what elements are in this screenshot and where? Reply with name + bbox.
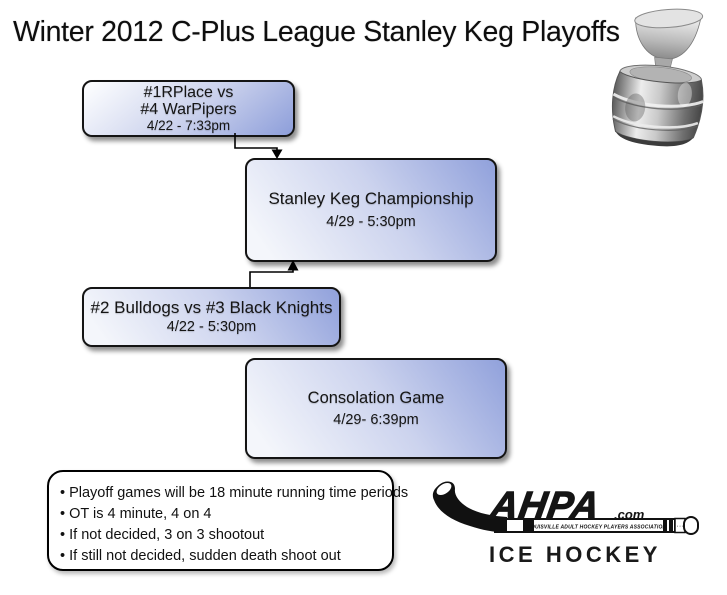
connector-semifinal-bottom-to-championship — [250, 260, 299, 287]
bracket-box-consolation — [245, 358, 507, 459]
rules-item: • OT is 4 minute, 4 on 4 — [60, 506, 212, 522]
bracket-box-semifinal-bottom — [82, 287, 341, 347]
logo-domain: .com — [614, 507, 645, 522]
svg-text:···: ··· — [676, 523, 684, 530]
game-datetime: 4/22 - 7:33pm — [146, 117, 231, 133]
game-datetime: 4/29 - 5:30pm — [326, 214, 416, 230]
matchup-team-line: #2 Bulldogs vs #3 Black Knights — [90, 298, 333, 317]
rules-box — [47, 470, 409, 571]
page-title: Winter 2012 C-Plus League Stanley Keg Playoffs — [13, 16, 620, 48]
logo-shaft-text: LOUISVILLE ADULT HOCKEY PLAYERS ASSOCIATION — [527, 524, 667, 531]
game-name: Consolation Game — [307, 389, 445, 407]
rules-item: • If not decided, 3 on 3 shootout — [60, 527, 265, 543]
ahpa-logo — [425, 476, 707, 572]
rules-item: • If still not decided, sudden death shoot out — [60, 548, 341, 564]
matchup-team-line: #4 WarPipers — [140, 100, 237, 118]
game-datetime: 4/29- 6:39pm — [333, 412, 419, 428]
logo-subtitle: ICE HOCKEY — [489, 542, 661, 567]
game-name: Stanley Keg Championship — [268, 189, 474, 208]
keg-trophy-icon — [598, 2, 724, 148]
logo-acronym: AHPA — [487, 484, 604, 527]
bracket-box-semifinal-top — [82, 80, 295, 137]
game-datetime: 4/22 - 5:30pm — [166, 319, 257, 335]
bracket-box-championship — [245, 158, 497, 262]
matchup-team-line: #1RPlace vs — [143, 83, 234, 101]
rules-item: • Playoff games will be 18 minute running time periods — [60, 485, 409, 501]
